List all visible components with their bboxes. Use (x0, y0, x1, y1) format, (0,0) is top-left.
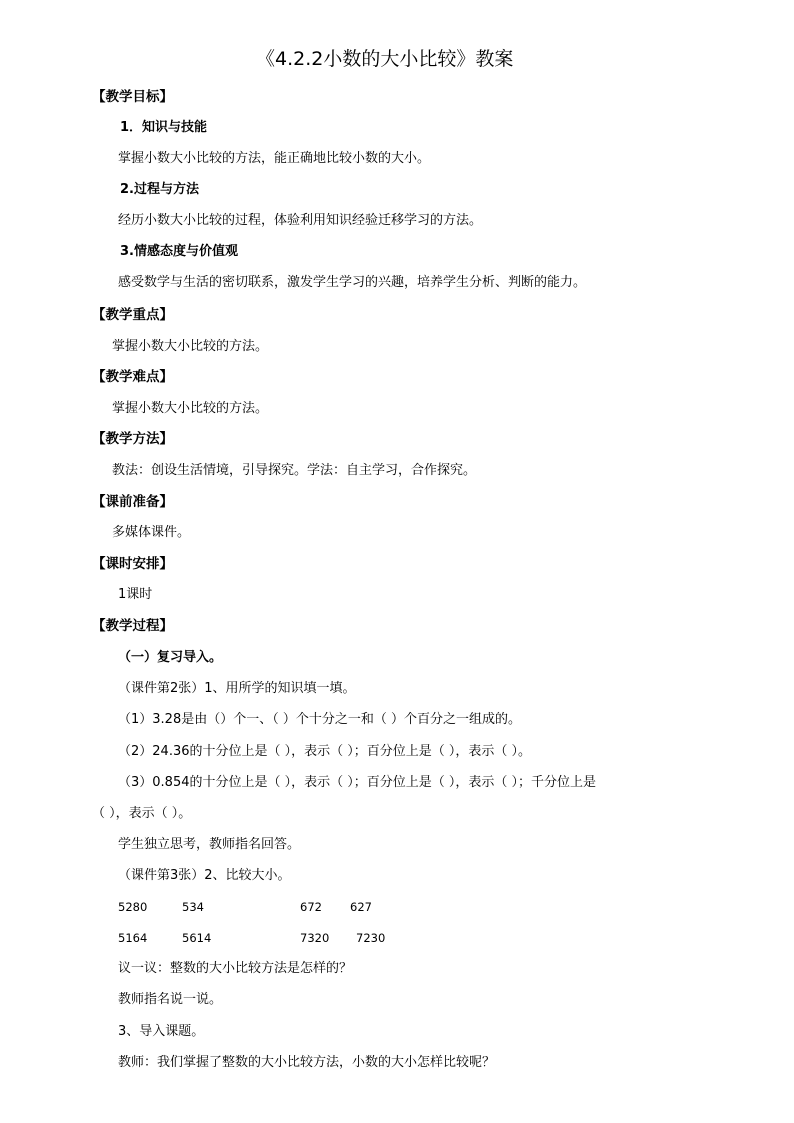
objective-1-title: 1．知识与技能 (120, 120, 208, 135)
page-title: 《4.2.2小数的大小比较》教案 (256, 48, 514, 70)
compare-number: 5164 (118, 931, 148, 945)
preparation-text: 多媒体课件。 (112, 525, 191, 540)
objective-3-text: 感受数学与生活的密切联系，激发学生学习的兴趣，培养学生分析、判断的能力。 (118, 275, 587, 290)
compare-number: 627 (350, 900, 372, 914)
process-paragraph: （2）24.36的十分位上是（ ），表示（ ）；百分位上是（ ），表示（ ）。 (118, 744, 532, 759)
objective-1-text: 掌握小数大小比较的方法，能正确地比较小数的大小。 (118, 151, 431, 166)
heading-process: 【教学过程】 (92, 618, 173, 634)
process-paragraph: （1）3.28是由（）个一、（ ）个十分之一和（ ）个百分之一组成的。 (118, 712, 521, 727)
objective-2-text: 经历小数大小比较的过程，体验利用知识经验迁移学习的方法。 (118, 213, 483, 228)
heading-difficulties: 【教学难点】 (92, 369, 173, 385)
methods-text: 教法：创设生活情境，引导探究。学法：自主学习，合作探究。 (112, 463, 477, 478)
process-paragraph: （课件第3张）2、比较大小。 (118, 868, 291, 883)
objective-2-title: 2.过程与方法 (120, 182, 199, 197)
process-paragraph: 3、导入课题。 (118, 1024, 205, 1039)
compare-number: 5280 (118, 900, 148, 914)
process-paragraph: （课件第2张）1、用所学的知识填一填。 (118, 681, 356, 696)
process-paragraph: 学生独立思考，教师指名回答。 (118, 837, 301, 852)
process-paragraph: （ ），表示（ ）。 (92, 806, 192, 821)
compare-number: 534 (182, 900, 204, 914)
key-points-text: 掌握小数大小比较的方法。 (112, 339, 269, 354)
heading-preparation: 【课前准备】 (92, 494, 173, 510)
schedule-text: 1课时 (118, 587, 153, 602)
heading-schedule: 【课时安排】 (92, 556, 173, 572)
process-paragraph: 教师指名说一说。 (118, 992, 223, 1007)
difficulties-text: 掌握小数大小比较的方法。 (112, 401, 269, 416)
heading-key-points: 【教学重点】 (92, 307, 173, 323)
compare-number: 7230 (356, 931, 386, 945)
compare-number: 672 (300, 900, 322, 914)
process-step-1: （一）复习导入。 (118, 650, 223, 665)
heading-objectives: 【教学目标】 (92, 89, 173, 105)
compare-number: 5614 (182, 931, 212, 945)
objective-3-title: 3.情感态度与价值观 (120, 244, 238, 259)
process-paragraph: 教师：我们掌握了整数的大小比较方法，小数的大小怎样比较呢？ (118, 1055, 496, 1070)
compare-number: 7320 (300, 931, 330, 945)
process-paragraph: 议一议：整数的大小比较方法是怎样的？ (118, 961, 353, 976)
heading-methods: 【教学方法】 (92, 431, 173, 447)
process-paragraph: （3）0.854的十分位上是（ ），表示（ ）；百分位上是（ ），表示（ ）；千分位上是 (118, 775, 597, 790)
